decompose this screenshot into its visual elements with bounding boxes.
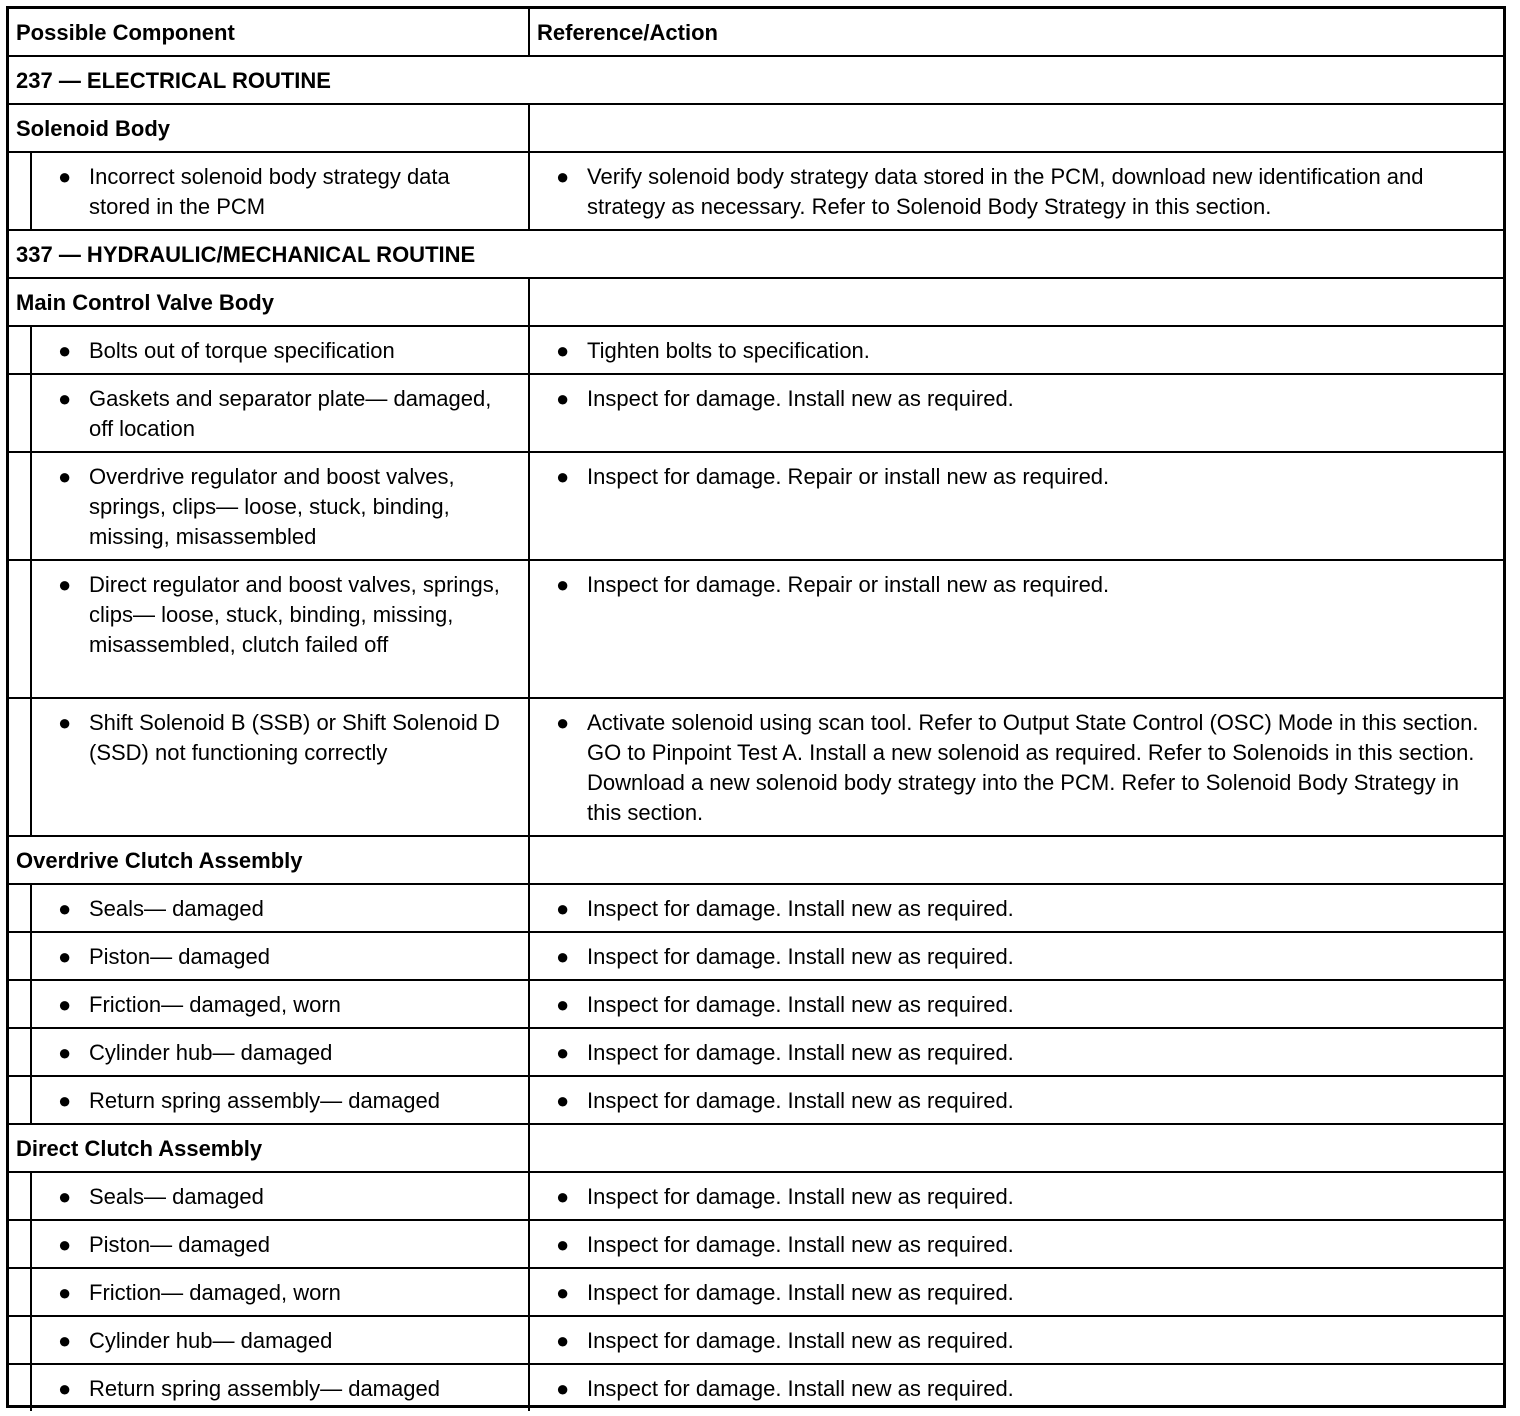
- action-text: Inspect for damage. Install new as required.: [587, 944, 1014, 969]
- section-title: Solenoid Body: [9, 105, 530, 151]
- table-row: [9, 561, 1503, 699]
- table-row: [9, 375, 1503, 453]
- component-text: Cylinder hub— damaged: [89, 1040, 333, 1065]
- action-text: Inspect for damage. Install new as required.: [587, 1088, 1014, 1113]
- table-row: [9, 933, 1503, 981]
- action-text: Inspect for damage. Install new as required.: [587, 1184, 1014, 1209]
- action-text: Inspect for damage. Install new as required.: [587, 1040, 1014, 1065]
- table-row: [9, 1365, 1503, 1411]
- component-text: Incorrect solenoid body strategy data stored in the PCM: [89, 164, 450, 219]
- component-text: Piston— damaged: [89, 944, 270, 969]
- action-text: Inspect for damage. Repair or install new as required.: [587, 464, 1110, 489]
- routine-237-row: [9, 57, 1503, 105]
- bullet-icon: ●: [58, 896, 72, 921]
- component-text: Return spring assembly— damaged: [89, 1088, 440, 1113]
- bullet-icon: ●: [556, 1328, 570, 1353]
- bullet-icon: ●: [556, 572, 570, 597]
- routine-237-title: 237 — ELECTRICAL ROUTINE: [16, 68, 331, 93]
- table-row: [9, 1269, 1503, 1317]
- bullet-icon: ●: [58, 992, 72, 1017]
- table-row: [9, 1317, 1503, 1365]
- bullet-icon: ●: [58, 710, 72, 735]
- section-direct-clutch-assembly: [9, 1125, 1503, 1173]
- bullet-icon: ●: [556, 1040, 570, 1065]
- action-text: Inspect for damage. Install new as required.: [587, 386, 1014, 411]
- bullet-icon: ●: [556, 896, 570, 921]
- bullet-icon: ●: [556, 1280, 570, 1305]
- bullet-icon: ●: [58, 1280, 72, 1305]
- action-text: Inspect for damage. Repair or install new as required.: [587, 572, 1110, 597]
- component-text: Piston— damaged: [89, 1232, 270, 1257]
- table-row: [9, 885, 1503, 933]
- action-text: Inspect for damage. Install new as required.: [587, 1328, 1014, 1353]
- table-row: [9, 453, 1503, 561]
- table-row: [9, 981, 1503, 1029]
- component-text: Direct regulator and boost valves, springs, clips— loose, stuck, binding, missing, misassembled, clutch failed off: [89, 572, 500, 657]
- component-text: Seals— damaged: [89, 896, 264, 921]
- bullet-icon: ●: [58, 164, 72, 189]
- action-text: Tighten bolts to specification.: [587, 338, 870, 363]
- action-text: Inspect for damage. Install new as required.: [587, 896, 1014, 921]
- bullet-icon: ●: [556, 164, 570, 189]
- diagnostic-table: [6, 6, 1506, 1408]
- action-text: Verify solenoid body strategy data stored in the PCM, download new identification and strategy as necessary. Refer to Solenoid Body Strategy in this section.: [587, 164, 1424, 219]
- bullet-icon: ●: [58, 1184, 72, 1209]
- component-text: Gaskets and separator plate— damaged, off location: [89, 386, 492, 441]
- table-row: [9, 699, 1503, 837]
- bullet-icon: ●: [556, 1184, 570, 1209]
- bullet-icon: ●: [58, 1040, 72, 1065]
- bullet-icon: ●: [556, 1232, 570, 1257]
- section-title: Main Control Valve Body: [9, 279, 530, 325]
- bullet-icon: ●: [556, 944, 570, 969]
- bullet-icon: ●: [58, 1328, 72, 1353]
- component-text: Return spring assembly— damaged: [89, 1376, 440, 1401]
- action-text: Inspect for damage. Install new as required.: [587, 992, 1014, 1017]
- action-text: Inspect for damage. Install new as required.: [587, 1280, 1014, 1305]
- routine-337-title: 337 — HYDRAULIC/MECHANICAL ROUTINE: [16, 242, 476, 267]
- section-title: Overdrive Clutch Assembly: [9, 837, 530, 883]
- component-text: Seals— damaged: [89, 1184, 264, 1209]
- table-row: [9, 327, 1503, 375]
- action-text: Activate solenoid using scan tool. Refer to Output State Control (OSC) Mode in this section. GO to Pinpoint Test A. Install a new solenoid as required. Refer to Solenoids in this section. Download a new solenoid body strategy into the PCM. Refer to Solenoid Body Strategy in this section.: [587, 710, 1479, 825]
- bullet-icon: ●: [58, 464, 72, 489]
- table-row: [9, 153, 1503, 231]
- table-header-row: [9, 9, 1503, 57]
- table-row: [9, 1173, 1503, 1221]
- bullet-icon: ●: [58, 338, 72, 363]
- bullet-icon: ●: [58, 1232, 72, 1257]
- bullet-icon: ●: [58, 1376, 72, 1401]
- table-row: [9, 1221, 1503, 1269]
- bullet-icon: ●: [556, 464, 570, 489]
- component-text: Friction— damaged, worn: [89, 1280, 341, 1305]
- header-reference-action: Reference/Action: [537, 20, 718, 45]
- bullet-icon: ●: [58, 1088, 72, 1113]
- action-text: Inspect for damage. Install new as required.: [587, 1232, 1014, 1257]
- component-text: Friction— damaged, worn: [89, 992, 341, 1017]
- bullet-icon: ●: [58, 944, 72, 969]
- bullet-icon: ●: [556, 338, 570, 363]
- table-row: [9, 1029, 1503, 1077]
- component-text: Overdrive regulator and boost valves, springs, clips— loose, stuck, binding, missing, misassembled: [89, 464, 455, 549]
- bullet-icon: ●: [556, 710, 570, 735]
- bullet-icon: ●: [556, 386, 570, 411]
- bullet-icon: ●: [58, 386, 72, 411]
- section-main-control-valve-body: [9, 279, 1503, 327]
- section-solenoid-body: [9, 105, 1503, 153]
- routine-337-row: [9, 231, 1503, 279]
- action-text: Inspect for damage. Install new as required.: [587, 1376, 1014, 1401]
- section-overdrive-clutch-assembly: [9, 837, 1503, 885]
- header-possible-component: Possible Component: [9, 9, 530, 55]
- bullet-icon: ●: [556, 1376, 570, 1401]
- component-text: Bolts out of torque specification: [89, 338, 395, 363]
- bullet-icon: ●: [556, 1088, 570, 1113]
- section-title: Direct Clutch Assembly: [9, 1125, 530, 1171]
- component-text: Shift Solenoid B (SSB) or Shift Solenoid D (SSD) not functioning correctly: [89, 710, 500, 765]
- bullet-icon: ●: [58, 572, 72, 597]
- table-row: [9, 1077, 1503, 1125]
- bullet-icon: ●: [556, 992, 570, 1017]
- component-text: Cylinder hub— damaged: [89, 1328, 333, 1353]
